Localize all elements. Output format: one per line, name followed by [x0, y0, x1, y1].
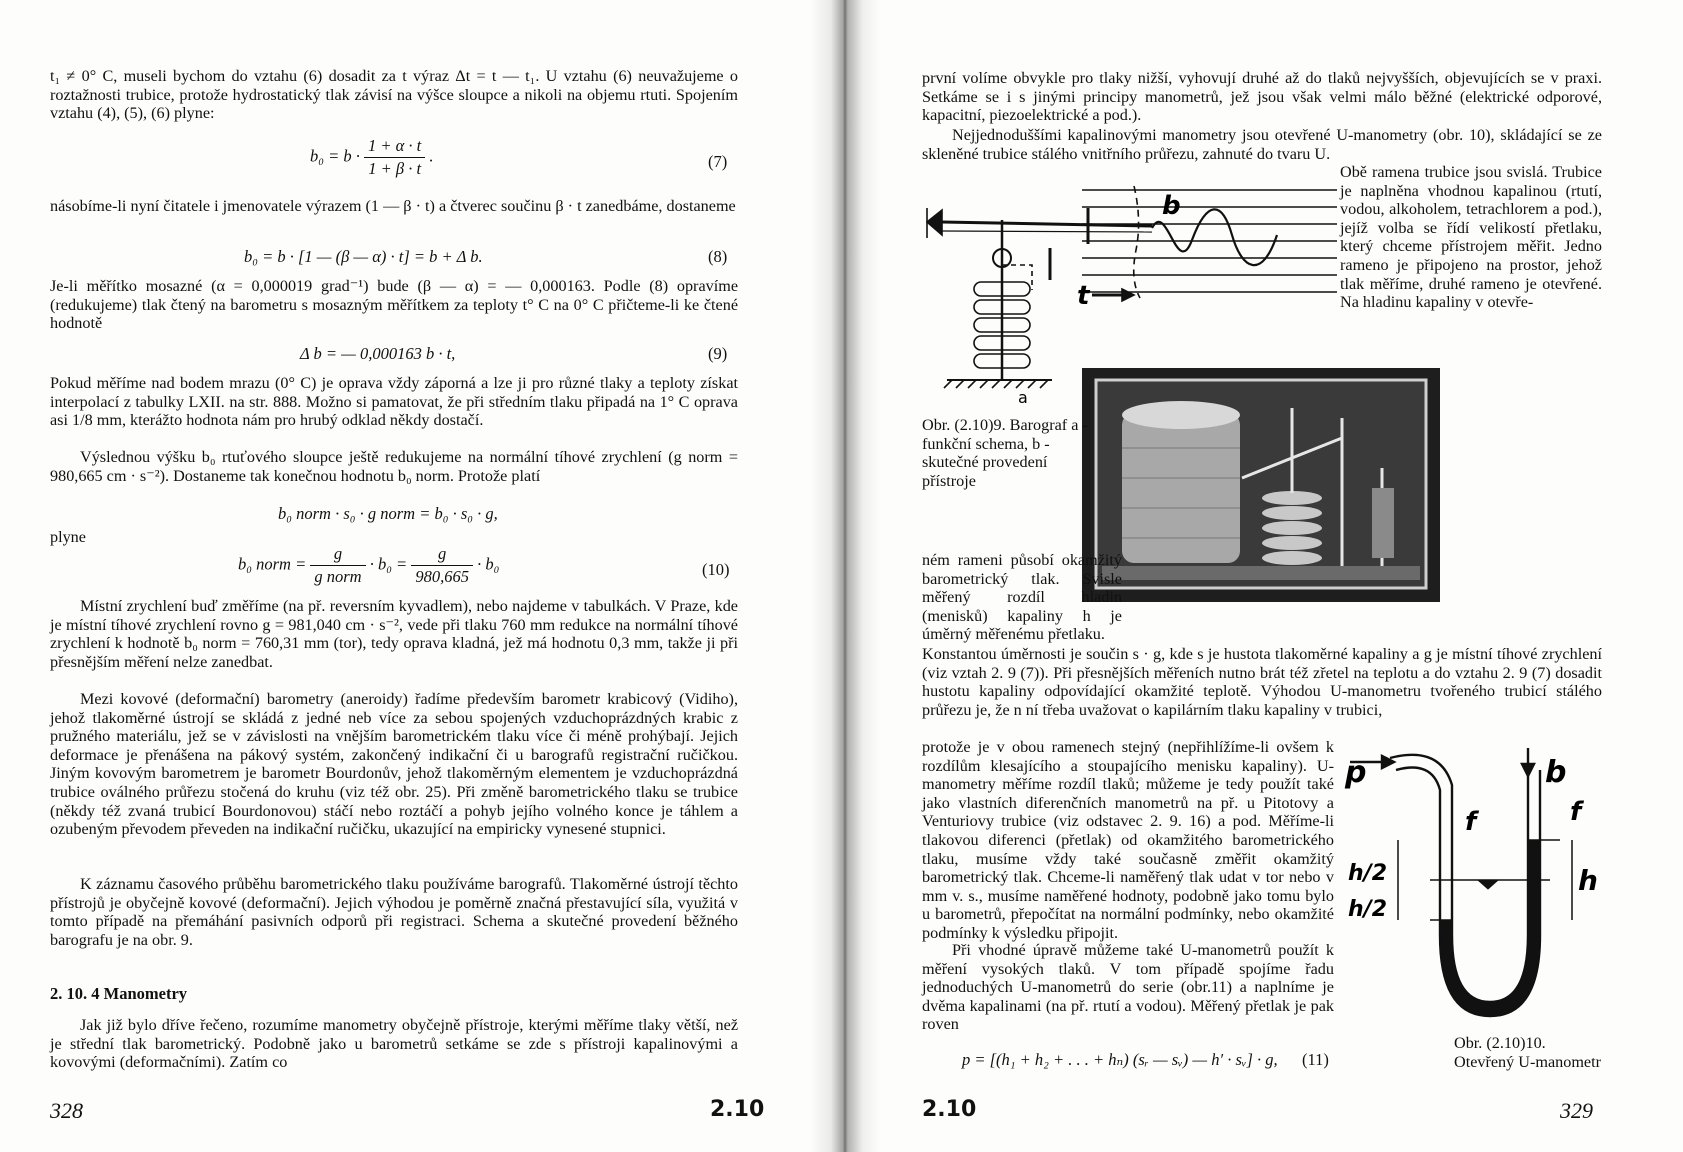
equation-11-label: (11) — [1302, 1050, 1329, 1069]
paragraph: Je-li měřítko mosazné (α = 0,000019 grad⁻¹) bude (β — α) = — 0,000163. Podle (8) opravíme (redukujeme) tlak čtený na barometru s mosazným měřítkem za teploty t° C na 0° C přičteme-li ke čtené hodnotě — [50, 277, 738, 333]
fig9-curve-label: b — [1162, 191, 1181, 221]
equation-7: b₀ = b · $\frac{1 + \alpha \cdot t}{1 + \beta \cdot t}$ . — [310, 136, 434, 178]
equation-8: b₀ = b · [1 — (β — α) · t] = b + Δ b. — [244, 247, 483, 266]
barograph-photo — [1082, 368, 1440, 602]
paragraph: K záznamu časového průběhu barometrického tlaku používáme barografů. Tlakoměrné ústrojí těchto přístrojů je obyčejně kovové (deformační). Jejich výhodou je poměrně značná přestavující síla, využitá v tomto případě na přemáhání pasivních odporů při registraci. Schema a skutečné provedení běžného barografu je na obr. 9. — [50, 875, 738, 949]
paragraph: plyne — [50, 528, 86, 546]
chapter-marker: 2.10 — [922, 1097, 977, 1122]
chapter-marker: 2.10 — [710, 1097, 765, 1122]
paragraph: Místní zrychlení buď změříme (na př. reversním kyvadlem), nebo najdeme v tabulkách. V Praze, kde je místní tíhové zrychlení rovno g = 981,040 cm · s⁻², vede při tlaku 760 mm redukce na normální tíhové zrychlení k hodnotě b₀ norm = 760,31 mm (tor), tedy oprava kladná, jež má hodnotu 0,3 mm, takže ji při přesnějším měření nelze zanedbat. — [50, 597, 738, 671]
paragraph: Mezi kovové (deformační) barometry (aneroidy) řadíme především barometr krabicový (Vidiho), jehož tlakoměrné ústrojí se skládá z jedné neb více za sebou spojených vzduchoprázdných krabic z pružného materiálu, jež se v závislosti na vnějším barometrickém tlaku více či méně prohýbají. Jejich deformace je přenášena na pákový systém, zakončený indikační či u barografů registrační ručičkou. Jiným kovovým barometrem je barometr Bourdonův, jehož tlakoměrným elementem je vzduchoprázdná trubice oválného průřezu stočená do kruhu (viz též obr. 25). Při změně barometrického tlaku se trubice (někdy též zvaná trubicí Bourdonovou) stáčí nebo roztáčí a pohyb jejího volného konce je táhlem a ozubeným převodem převeden na indikační ručičku, ukazující na empiricky vynesené stupnici. — [50, 690, 738, 839]
equation-unnumbered: b₀ norm · s₀ · g norm = b₀ · s₀ · g, — [278, 504, 498, 523]
page-number: 329 — [1560, 1098, 1593, 1123]
equation-8-label: (8) — [708, 247, 728, 266]
paragraph: Jak již bylo dříve řečeno, rozumíme manometry obyčejně přístroje, kterými měříme tlaky větší, než je střední tlak barometrický. Podobně jako u barometrů setkáme se zde s přístroji kapalinovými a kovovými (deformačními). Zatím co — [50, 1016, 738, 1072]
fig10-label-b: b — [1545, 755, 1567, 790]
fig10-label-h-half-upper: h/2 — [1348, 861, 1388, 886]
fig10-label-p: p — [1345, 755, 1367, 790]
paragraph: Nejjednoduššími kapalinovými manometry jsou otevřené U-manometry (obr. 10), skládající se ze skleněné trubice stálého vnitřního průřezu, zahnuté do tvaru U. — [922, 126, 1602, 163]
section-heading: 2. 10. 4 Manometry — [50, 984, 188, 1003]
fig9-time-axis-label: t — [1077, 281, 1090, 311]
paragraph: Výslednou výšku b₀ rtuťového sloupce ještě redukujeme na normální tíhové zrychlení (g norm = 980,665 cm · s⁻²). Dostaneme tak konečnou hodnotu b₀ norm. Protože platí — [50, 448, 738, 485]
fig10-label-f-left: f — [1465, 807, 1477, 837]
paragraph: t₁ ≠ 0° C, museli bychom do vztahu (6) dosadit za t výraz Δt = t — t₁. U vztahu (6) neuvažujeme o roztažnosti trubice, protože hydrostatický tlak závisí na výšce sloupce a nikoli na objemu rtuti. Spojením vztahu (4), (5), (6) plyne: — [50, 67, 738, 123]
equation-7-label: (7) — [708, 152, 728, 171]
fig10-label-f-right: f — [1570, 797, 1582, 827]
u-manometer-figure — [1340, 740, 1610, 1020]
right-page — [842, 0, 1683, 1152]
figure-10-caption: Obr. (2.10)10. Otevřený U-manometr — [1454, 1034, 1601, 1071]
paragraph: Pokud měříme nad bodem mrazu (0° C) je oprava vždy záporná a lze ji pro různé tlaky a teploty získat interpolací z tabulky LXII. na str. 888. Možno si pamatovat, že při středním tlaku připadá na 1° C oprava asi 1/8 mm, kterážto hodnota nám pro hrubý odklad někdy dostačí. — [50, 374, 738, 430]
equation-10: b₀ norm = $\frac{g}{\text{g norm}}$ · b₀ = $\frac{g}{980,665}$ · b₀ — [238, 544, 500, 586]
paragraph: Obě ramena trubice jsou svislá. Trubice je naplněna vhodnou kapalinou (rtutí, vodou, alkoholem, tetrachlorem a pod.), jejíž volba se řídí velikostí přetlaku, který chceme přístrojem měřit. Jedno rameno je připojeno na prostor, jehož tlak měříme, druhé rameno je otevřené. Na hladinu kapaliny v otevře- — [1340, 163, 1602, 312]
paragraph: ném rameni působí okamžitý barometrický tlak. Svisle měřený rozdíl hladin (menisků) kapaliny h je úměrný měřenému přetlaku. — [922, 551, 1122, 644]
equation-11: p = [(h₁ + h₂ + . . . + hₙ) (sᵣ — sᵥ) — h′ · sᵥ] · g, — [962, 1050, 1278, 1069]
figure-9-caption: Obr. (2.10)9. Barograf a - funkční schema, b - skutečné provedení přístroje — [922, 416, 1088, 490]
paragraph: první volíme obvykle pro tlaky nižší, vyhovují druhé až do tlaků nejvyšších, objevujících se v praxi. Setkáme se i s jinými principy manometrů, jež jsou však velmi málo běžné (elektrické odporové, kapacitní, piezoelektrické a pod.). — [922, 69, 1602, 125]
fig9-label-a: a — [1018, 388, 1028, 407]
barograph-photo-image — [1082, 368, 1440, 602]
fig10-label-h: h — [1578, 864, 1598, 897]
paragraph: protože je v obou ramenech stejný (nepřihlížíme-li ovšem k rozdílům klesajícího a stoupajícího menisku kapaliny). U-manometry měříme rozdíl tlaků; můžeme je tedy použít také jako vlastních diferenčních manometrů na př. u Pitotovy a Venturiovy trubice (viz odstavec 2. 9. 16) a pod. Měříme-li tlakovou diferenci (přetlak) od okamžitého barometrického tlaku, musíme vždy také současně změřit okamžitý barometrický tlak. Chceme-li naměřený tlak udat v tor nebo v mm v. s., musíme naměřené hodnoty, podobně jako tomu bylo u barometrů, přepočítat na normální podmínky, nebo okamžité podmínky k výsledku připojit. — [922, 738, 1334, 942]
paragraph: Konstantou úměrnosti je součin s · g, kde s je hustota tlakoměrné kapaliny a g je místní tíhové zrychlení (viz vztah 2. 9 (7)). Při přesnějších měřeních nutno brát též zřetel na teplotu a do vztahu 2. 9 (7) dosadit hustotu kapaliny odpovídající okamžité teplotě. Výhodou U-manometru tvořeného trubicí stálého průřezu je, že n ní třeba uvažovat o kapilárním tlaku kapaliny v trubici, — [922, 645, 1602, 719]
equation-9-label: (9) — [708, 344, 728, 363]
fig10-label-h-half-lower: h/2 — [1348, 897, 1388, 922]
equation-10-label: (10) — [702, 560, 730, 579]
equation-9: Δ b = — 0,000163 b · t, — [300, 344, 456, 363]
paragraph: Při vhodné úpravě můžeme také U-manometrů použít k měření vysokých tlaků. V tom případě spojíme řadu jednoduchých U-manometrů do serie (obr.11) a naplníme je dvěma kapalinami (na př. rtutí a vodou). Měřený přetlak je pak roven — [922, 941, 1334, 1034]
page-number: 328 — [50, 1098, 83, 1123]
paragraph: násobíme-li nyní čitatele i jmenovatele výrazem (1 — β · t) a čtverec součinu β · t zanedbáme, dostaneme — [50, 197, 736, 215]
